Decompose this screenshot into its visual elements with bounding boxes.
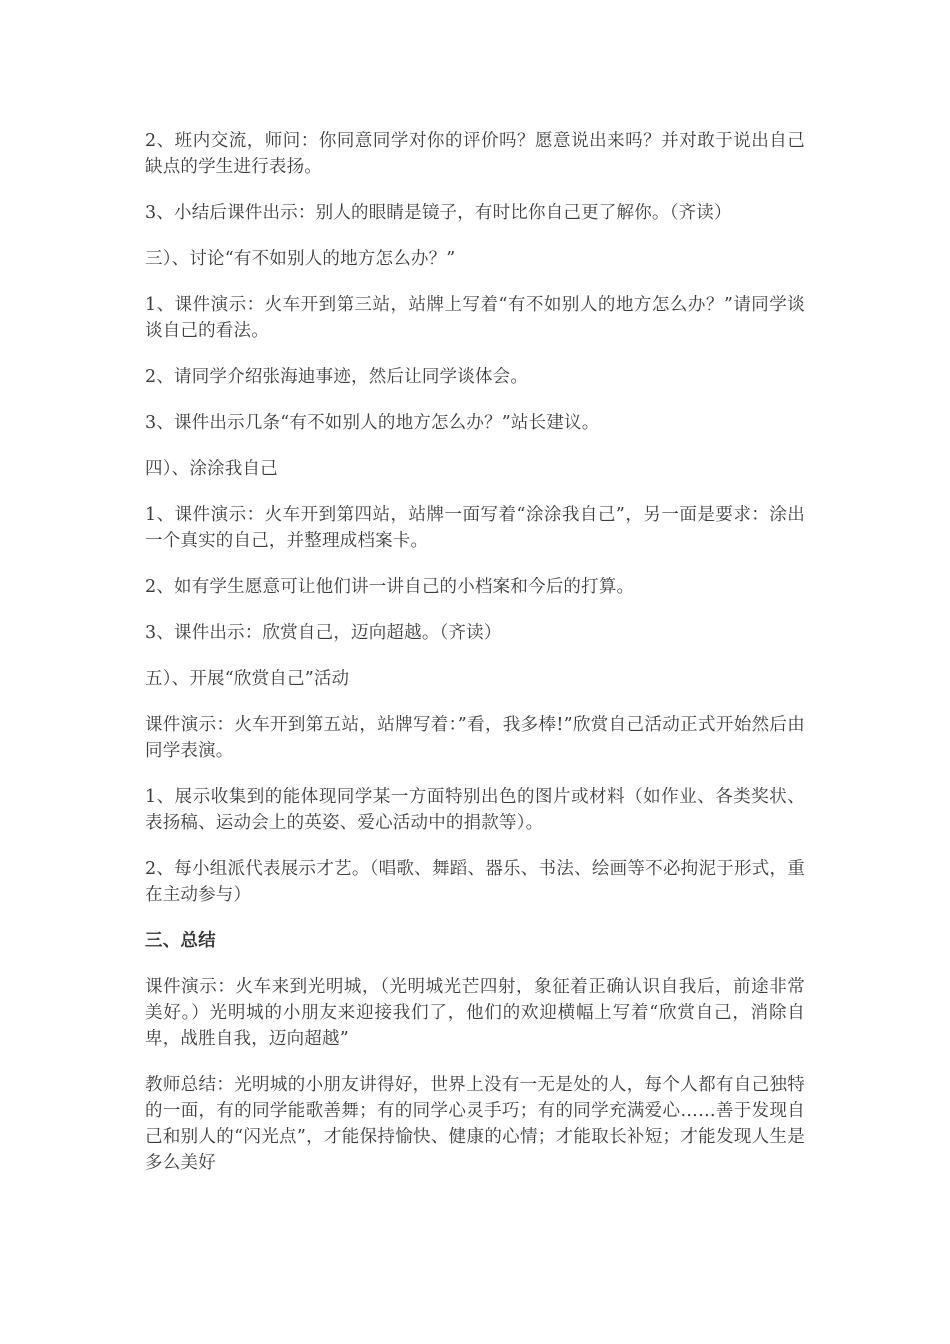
summary-heading: 三、总结 [145, 931, 216, 951]
paragraph: 2、请同学介绍张海迪事迹，然后让同学谈体会。 [145, 367, 529, 387]
paragraph: 1、课件演示：火车开到第三站，站牌上写着“有不如别人的地方怎么办？”请同学谈谈自己的看法。 [145, 295, 805, 341]
section-heading: 三）、讨论“有不如别人的地方怎么办？” [145, 249, 456, 269]
paragraph: 3、课件出示几条“有不如别人的地方怎么办？”站长建议。 [145, 413, 600, 433]
paragraph: 2、班内交流，师问：你同意同学对你的评价吗？愿意说出来吗？并对敢于说出自己缺点的学生进行表扬。 [145, 131, 805, 177]
paragraph: 2、每小组派代表展示才艺。（唱歌、舞蹈、器乐、书法、绘画等不必拘泥于形式，重在主动参与） [145, 859, 805, 905]
paragraph: 课件演示：火车来到光明城，（光明城光芒四射，象征着正确认识自我后，前途非常美好。）光明城的小朋友来迎接我们了，他们的欢迎横幅上写着“欣赏自己，消除自卑，战胜自我，迈向超越” [145, 977, 805, 1049]
document-page [145, 128, 805, 1196]
paragraph: 1、课件演示：火车开到第四站，站牌一面写着“涂涂我自己”，另一面是要求：涂出一个真实的自己，并整理成档案卡。 [145, 505, 805, 551]
section-heading: 四）、涂涂我自己 [145, 459, 278, 479]
paragraph: 1、展示收集到的能体现同学某一方面特别出色的图片或材料（如作业、各类奖状、表扬稿、运动会上的英姿、爱心活动中的捐款等）。 [145, 787, 805, 833]
paragraph: 教师总结：光明城的小朋友讲得好，世界上没有一无是处的人，每个人都有自己独特的一面，有的同学能歌善舞；有的同学心灵手巧；有的同学充满爱心……善于发现自己和别人的“闪光点”，才能保持愉快、健康的心情；才能取长补短；才能发现人生是多么美好 [145, 1075, 805, 1173]
paragraph: 3、课件出示：欣赏自己，迈向超越。（齐读） [145, 623, 502, 643]
section-heading: 五）、开展“欣赏自己”活动 [145, 669, 350, 689]
paragraph: 3、小结后课件出示：别人的眼睛是镜子，有时比你自己更了解你。（齐读） [145, 203, 732, 223]
paragraph: 课件演示：火车开到第五站，站牌写着：”看，我多棒!”欣赏自己活动正式开始然后由同学表演。 [145, 715, 805, 761]
paragraph: 2、如有学生愿意可让他们讲一讲自己的小档案和今后的打算。 [145, 577, 635, 597]
